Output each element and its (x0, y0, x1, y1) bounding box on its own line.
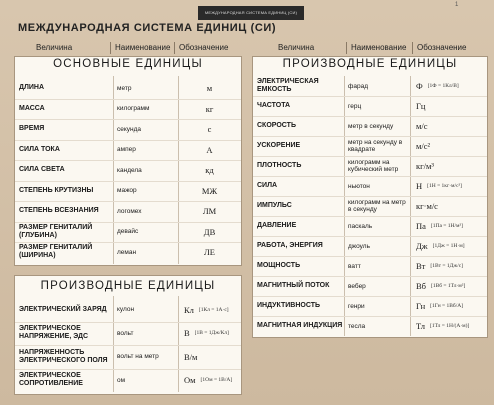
right-column-headers (252, 42, 488, 54)
unit-name-cell: паскаль (348, 222, 373, 230)
unit-name-cell: кулон (117, 306, 135, 314)
unit-name-cell: тесла (348, 322, 366, 330)
unit-formula: [1Гн = 1Вб/А] (430, 303, 464, 309)
unit-name-cell: секунда (117, 125, 142, 133)
table-row (253, 96, 487, 116)
table-row (15, 201, 241, 222)
unit-symbol: кг (205, 103, 214, 114)
unit-symbol: Па (416, 221, 426, 231)
unit-name-cell: ватт (348, 262, 361, 270)
quantity-cell: РАЗМЕР ГЕНИТАЛИЙ (ГЛУБИНА) (19, 223, 93, 239)
unit-formula: [1Тл = 1Н/(А·м)] (430, 323, 470, 329)
unit-name-cell: кандела (117, 166, 142, 174)
quantity-cell: НАПРЯЖЕННОСТЬ ЭЛЕКТРИЧЕСКОГО ПОЛЯ (19, 348, 108, 364)
quantity-cell: СИЛА СВЕТА (19, 166, 65, 174)
table-row (15, 160, 241, 181)
column-header-symbol: Обозначение (412, 42, 488, 54)
quantity-cell: ПЛОТНОСТЬ (257, 162, 302, 169)
table-row (253, 196, 487, 216)
quantity-cell: ВРЕМЯ (19, 125, 45, 133)
unit-symbol: ЛМ (202, 206, 217, 217)
unit-symbol: Тл (416, 321, 426, 331)
unit-name-cell: вебер (348, 282, 366, 290)
unit-symbol-cell (178, 186, 241, 196)
unit-symbol-cell (178, 206, 241, 216)
unit-formula: [1Дж = 1Н·м] (432, 243, 465, 249)
unit-formula: [1Кл = 1А·с] (198, 306, 229, 313)
table-row (253, 296, 487, 316)
left-column-headers (14, 42, 242, 54)
unit-formula: [1Па = 1Н/м²] (430, 223, 463, 229)
table-row (15, 99, 241, 120)
unit-symbol: Ф (416, 81, 423, 91)
table-row (253, 236, 487, 256)
unit-symbol: Гн (416, 301, 426, 311)
unit-name-cell: килограмм на метр в секунду (348, 199, 406, 213)
unit-name-cell: метр (117, 84, 132, 92)
quantity-cell: ЭЛЕКТРИЧЕСКОЕ СОПРОТИВЛЕНИЕ (19, 372, 83, 388)
unit-symbol-cell (410, 301, 487, 311)
unit-symbol-cell (410, 181, 487, 191)
quantity-cell: ЧАСТОТА (257, 102, 291, 109)
unit-symbol: кд (205, 165, 214, 176)
quantity-cell: СТЕПЕНЬ КРУТИЗНЫ (19, 186, 94, 194)
derived-units-left-title: ПРОИЗВОДНЫЕ ЕДИНИЦЫ (40, 280, 216, 292)
unit-symbol-cell (410, 161, 487, 171)
unit-symbol-cell (178, 227, 241, 237)
unit-name-cell: ньютон (348, 182, 370, 190)
unit-name-cell: леман (117, 248, 137, 256)
table-row (253, 156, 487, 176)
table-row (253, 216, 487, 236)
quantity-cell: РАБОТА, ЭНЕРГИЯ (257, 242, 323, 249)
unit-symbol: В (184, 328, 190, 339)
unit-symbol: с (207, 124, 212, 135)
table-row (15, 298, 241, 322)
unit-name-cell: генри (348, 302, 365, 310)
quantity-cell: МАГНИТНАЯ ИНДУКЦИЯ (257, 322, 343, 329)
unit-name-cell: герц (348, 102, 362, 110)
unit-symbol: В/м (184, 351, 198, 362)
quantity-cell: ИМПУЛЬС (257, 202, 292, 209)
table-row (15, 78, 241, 99)
table-row (253, 76, 487, 96)
quantity-cell: МОЩНОСТЬ (257, 262, 301, 269)
unit-formula: [1Вт = 1Дж/с] (430, 263, 463, 269)
unit-formula: [1В = 1Дж/Кл] (194, 330, 229, 337)
quantity-cell: ДАВЛЕНИЕ (257, 222, 297, 229)
unit-symbol: Вт (416, 261, 426, 271)
unit-name-cell: вольт (117, 329, 134, 337)
column-header-symbol: Обозначение (174, 42, 242, 54)
unit-symbol: кг/м³ (416, 161, 434, 171)
column-header-name: Наименование (110, 42, 174, 54)
unit-symbol-cell (410, 101, 487, 111)
unit-name-cell: метр в секунду (348, 122, 394, 130)
unit-symbol: Вб (416, 281, 426, 291)
column-header-quantity: Величина (36, 43, 73, 52)
unit-formula: [1Н = 1кг·м/с²] (427, 183, 462, 189)
table-row (15, 345, 241, 369)
unit-symbol-cell (178, 104, 241, 114)
unit-symbol: МЖ (201, 185, 218, 196)
unit-symbol: А (206, 144, 213, 155)
basic-units-title: ОСНОВНЫЕ ЕДИНИЦЫ (53, 58, 203, 70)
quantity-cell: СТЕПЕНЬ ВСЕЗНАНИЯ (19, 207, 99, 215)
unit-formula: [1Ом = 1В/А] (200, 377, 233, 384)
unit-formula: [1Ф = 1Кл/В] (427, 83, 459, 89)
unit-symbol-cell (410, 321, 487, 331)
quantity-cell: СИЛА (257, 182, 278, 189)
table-row (253, 316, 487, 336)
table-row (15, 181, 241, 202)
quantity-cell: СКОРОСТЬ (257, 122, 296, 129)
unit-symbol: ДВ (203, 226, 216, 237)
unit-name-cell: вольт на метр (117, 353, 159, 361)
quantity-cell: ЭЛЕКТРИЧЕСКИЙ ЗАРЯД (19, 305, 107, 313)
table-row (15, 242, 241, 263)
unit-name-cell: джоуль (348, 242, 370, 250)
unit-symbol-cell (178, 83, 241, 93)
unit-symbol-cell (178, 165, 241, 175)
column-header-name: Наименование (346, 42, 412, 54)
unit-symbol-cell (178, 124, 241, 134)
quantity-cell: ЭЛЕКТРИЧЕСКОЕ НАПРЯЖЕНИЕ, ЭДС (19, 325, 89, 341)
unit-symbol: м/с (416, 121, 428, 131)
table-row (15, 222, 241, 243)
table-row (15, 140, 241, 161)
unit-symbol-cell (178, 145, 241, 155)
unit-symbol-cell (178, 305, 241, 315)
unit-symbol: Ом (184, 375, 196, 386)
unit-symbol-cell (178, 375, 241, 385)
unit-symbol: кг·м/с (416, 201, 438, 211)
table-row (253, 136, 487, 156)
unit-symbol-cell (178, 328, 241, 338)
page-number: 1 (455, 2, 459, 8)
unit-symbol-cell (410, 81, 487, 91)
unit-symbol-cell (410, 201, 487, 211)
unit-symbol: Гц (416, 101, 426, 111)
unit-formula: [1Вб = 1Тл·м²] (431, 283, 466, 289)
unit-symbol-cell (410, 121, 487, 131)
quantity-cell: РАЗМЕР ГЕНИТАЛИЙ (ШИРИНА) (19, 244, 93, 260)
table-row (253, 116, 487, 136)
unit-symbol-cell (410, 221, 487, 231)
unit-symbol: м/с² (416, 141, 431, 151)
unit-symbol: Н (416, 181, 423, 191)
unit-symbol-cell (410, 241, 487, 251)
unit-symbol-cell (178, 352, 241, 362)
unit-symbol-cell (178, 247, 241, 257)
table-row (15, 322, 241, 346)
derived-units-right-title: ПРОИЗВОДНЫЕ ЕДИНИЦЫ (282, 58, 458, 70)
quantity-cell: МАССА (19, 104, 45, 112)
unit-name-cell: фарад (348, 82, 368, 90)
unit-name-cell: девайс (117, 228, 139, 236)
table-row (253, 176, 487, 196)
unit-name-cell: ампер (117, 146, 136, 154)
table-row (15, 119, 241, 140)
table-row (253, 276, 487, 296)
table-row (15, 369, 241, 393)
unit-name-cell: ом (117, 376, 126, 384)
column-header-quantity: Величина (278, 43, 315, 52)
unit-name-cell: метр на секунду в квадрате (348, 139, 403, 153)
table-row (253, 256, 487, 276)
top-strip: МЕЖДУНАРОДНАЯ СИСТЕМА ЕДИНИЦ (СИ) (198, 6, 304, 20)
unit-symbol: м (206, 83, 213, 94)
unit-symbol: Кл (184, 304, 194, 315)
unit-name-cell: килограмм на кубический метр (348, 159, 399, 173)
quantity-cell: ДЛИНА (19, 84, 45, 92)
unit-symbol-cell (410, 281, 487, 291)
unit-name-cell: логомех (117, 207, 142, 215)
quantity-cell: ЭЛЕКТРИЧЕСКАЯ ЕМКОСТЬ (257, 78, 319, 93)
unit-name-cell: килограмм (117, 105, 150, 113)
quantity-cell: УСКОРЕНИЕ (257, 142, 301, 149)
main-title: МЕЖДУНАРОДНАЯ СИСТЕМА ЕДИНИЦ (СИ) (18, 22, 277, 34)
unit-symbol: ЛЕ (204, 247, 215, 258)
unit-symbol-cell (410, 261, 487, 271)
quantity-cell: ИНДУКТИВНОСТЬ (257, 302, 321, 309)
unit-symbol: Дж (416, 241, 428, 251)
quantity-cell: МАГНИТНЫЙ ПОТОК (257, 282, 330, 289)
unit-name-cell: мажор (117, 187, 137, 195)
quantity-cell: СИЛА ТОКА (19, 145, 60, 153)
unit-symbol-cell (410, 141, 487, 151)
